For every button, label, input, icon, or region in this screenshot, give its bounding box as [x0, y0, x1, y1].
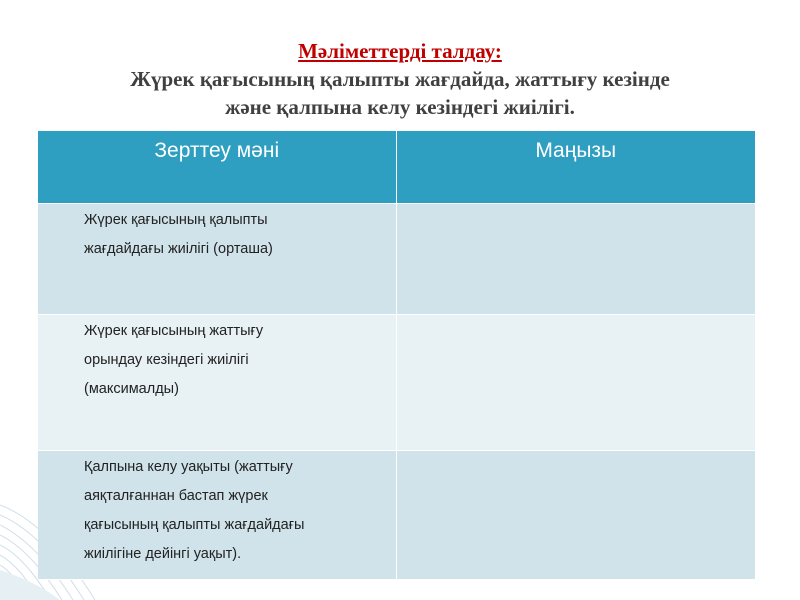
row-label-line: орындау кезіндегі жиілігі	[84, 351, 249, 368]
row-value-cell	[396, 203, 756, 314]
row-value-cell	[396, 314, 756, 450]
row-label-cell	[38, 450, 396, 579]
row-label-cell	[38, 203, 396, 314]
section-title: Мәліметтерді талдау:	[298, 39, 502, 63]
row-label-line: Жүрек қағысының жаттығу	[84, 322, 264, 339]
header-study-value: Зерттеу мәні	[38, 131, 396, 203]
row-label-line: (максималды)	[84, 380, 179, 397]
table-row	[38, 450, 756, 579]
row-label-line: қағысының қалыпты жағдайдағы	[84, 516, 305, 533]
row-label-line: жағдайдағы жиілігі (орташа)	[84, 240, 273, 257]
row-label-line: Қалпына келу уақыты (жаттығу	[84, 458, 293, 475]
row-label-cell	[38, 314, 396, 450]
row-label-line: жиілігіне дейінгі уақыт).	[84, 545, 242, 562]
heading	[0, 38, 800, 120]
header-significance: Маңызы	[396, 131, 756, 203]
table-row	[38, 203, 756, 314]
analysis-table	[38, 131, 756, 580]
table-row	[38, 314, 756, 450]
row-label-line: Жүрек қағысының қалыпты	[84, 211, 268, 228]
subtitle-line-1: Жүрек қағысының қалыпты жағдайда, жаттығу кезінде	[130, 67, 670, 91]
row-value-cell	[396, 450, 756, 579]
subtitle-line-2: және қалпына келу кезіндегі жиілігі.	[225, 95, 575, 119]
row-label-line: аяқталғаннан бастап жүрек	[84, 487, 268, 504]
